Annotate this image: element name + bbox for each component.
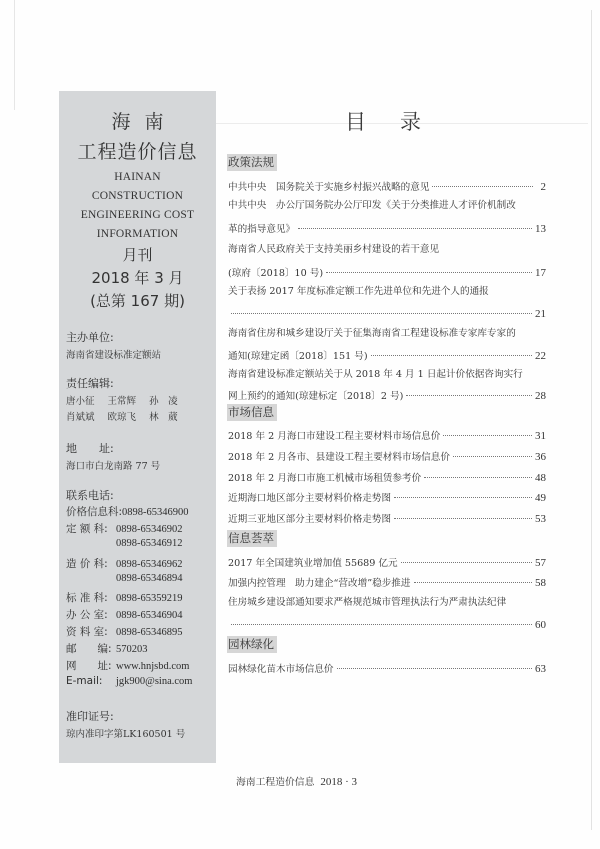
editor-name: 唐小征 (66, 396, 95, 407)
masthead-en-line: CONSTRUCTION (91, 190, 184, 202)
page-number: 53 (535, 513, 546, 525)
toc-entry[interactable]: 2018 年 2 月海口市施工机械市场租赁参考价 48 (228, 472, 546, 484)
toc-entry[interactable]: 海南省住房和城乡建设厅关于征集海南省工程建设标准专家库专家的 (228, 328, 516, 339)
masthead-title: 工程造价信息 (77, 141, 198, 163)
page-number: 57 (535, 557, 546, 569)
editor-name: 王常辉 (107, 396, 137, 407)
toc-entry-cont[interactable] (228, 618, 546, 632)
sponsor-value: 海南省建设标准定额站 (66, 350, 162, 361)
editor-name: 肖斌斌 (66, 412, 95, 423)
toc-entry[interactable]: 近期海口地区部分主要材料价格走势图 49 (228, 492, 546, 504)
toc-entry-cont[interactable]: 网上预约的通知(琼建标定〔2018〕2 号) 28 (228, 390, 546, 402)
page-number: 36 (535, 451, 546, 463)
toc-entry[interactable]: 近期三亚地区部分主要材料价格走势图 53 (228, 513, 546, 525)
contact-phone: 0898-65346962 (116, 559, 183, 570)
page-number: 22 (535, 350, 546, 362)
toc-entry[interactable]: 加强内控管理 助力建企“营改增”稳步推进 58 (228, 577, 546, 589)
contact-dept: E-mail: (66, 675, 103, 687)
masthead-en-line: ENGINEERING COST (80, 209, 195, 221)
editor-name: 欧琼飞 (107, 412, 137, 423)
toc-entry[interactable]: 园林绿化苗木市场信息价 63 (228, 663, 546, 675)
masthead-title-region: 海南 (111, 111, 178, 133)
toc-entry-cont[interactable]: 通知(琼建定函〔2018〕151 号) 22 (228, 350, 546, 362)
editors-row (66, 393, 188, 407)
editor-name: 林 葳 (149, 412, 178, 423)
page-number: 2 (540, 181, 546, 193)
section-heading: 信息荟萃 (227, 530, 277, 547)
page-edge (591, 10, 592, 830)
contact-dept: 标 准 科: (66, 592, 108, 604)
contact-label: 联系电话: (66, 489, 114, 502)
contact-phone: 0898-65346902 (116, 524, 183, 535)
toc-entry[interactable]: 中共中央 办公厅国务院办公厅印发《关于分类推进人才评价机制改 (228, 200, 516, 211)
contact-phone: 0898-65346895 (116, 627, 183, 638)
masthead-en-line: HAINAN (114, 171, 161, 183)
section-heading: 市场信息 (227, 404, 277, 421)
contact-row (66, 641, 148, 656)
contact-row (66, 624, 183, 639)
page-number: 48 (535, 472, 546, 484)
toc-entry[interactable]: 中共中央 国务院关于实施乡村振兴战略的意见 2 (228, 181, 546, 193)
editors-label: 责任编辑: (66, 377, 114, 390)
toc-title: 目录 (345, 110, 455, 134)
contact-row (66, 658, 189, 673)
contact-row (66, 675, 192, 687)
page-number: 28 (535, 390, 546, 402)
toc-entry[interactable]: 海南省人民政府关于支持美丽乡村建设的若干意见 (228, 244, 440, 255)
contact-dept: 办 公 室: (66, 609, 108, 621)
contact-phone: 0898-65346904 (116, 610, 183, 621)
contact-phone: 0898-65346900 (122, 507, 189, 518)
page-number: 58 (535, 577, 546, 589)
toc-entry-cont[interactable]: (琼府〔2018〕10 号) 17 (228, 267, 546, 279)
contact-phone: 0898-65346894 (116, 573, 183, 584)
footer-issue: 2018 · 3 (320, 776, 358, 788)
website-link[interactable]: www.hnjsbd.com (116, 661, 190, 672)
masthead-sidebar (59, 91, 216, 763)
postal-code: 570203 (116, 644, 148, 655)
contact-phone: 0898-65346912 (116, 538, 183, 549)
contact-dept: 价格信息科: (66, 506, 123, 518)
page-number: 31 (535, 430, 546, 442)
section-heading: 政策法规 (227, 154, 277, 171)
contact-dept: 造 价 科: (66, 558, 108, 570)
contact-phone: 0898-65359219 (116, 593, 183, 604)
contact-row (66, 607, 183, 622)
masthead-en-line: INFORMATION (96, 228, 179, 240)
contact-row (66, 504, 189, 519)
page-footer (236, 774, 357, 788)
contact-dept: 定 额 科: (66, 523, 108, 535)
page-number: 21 (535, 308, 546, 320)
editor-name: 孙 凌 (149, 396, 178, 407)
issue-number: (总第 167 期) (90, 292, 185, 310)
toc-entry-cont[interactable] (228, 307, 546, 321)
page-number: 49 (535, 492, 546, 504)
address-label: 地 址: (66, 442, 114, 455)
toc-entry-cont[interactable]: 革的指导意见》 13 (228, 223, 546, 235)
address-value: 海口市白龙南路 77 号 (66, 461, 161, 472)
toc-entry[interactable]: 2017 年全国建筑业增加值 55689 亿元 57 (228, 557, 546, 569)
email-link[interactable]: jgk900@sina.com (116, 676, 193, 687)
permit-label: 准印证号: (66, 710, 114, 723)
editors-row (66, 409, 188, 423)
page-number: 63 (535, 663, 546, 675)
page-number: 60 (535, 619, 546, 631)
contact-dept: 网 址: (66, 660, 112, 672)
permit-value: 琼内准印字第LK160501 号 (66, 729, 186, 740)
publication-frequency: 月刊 (122, 246, 153, 264)
contact-row (66, 590, 183, 605)
page-number: 13 (535, 223, 546, 235)
contact-dept: 资 料 室: (66, 626, 108, 638)
toc-entry[interactable]: 海南省建设标准定额站关于从 2018 年 4 月 1 日起计价依据咨询实行 (228, 369, 523, 380)
contact-row (66, 556, 183, 571)
toc-entry[interactable]: 关于表扬 2017 年度标准定额工作先进单位和先进个人的通报 (228, 286, 489, 297)
contact-dept: 邮 编: (66, 643, 112, 655)
publication-date: 2018 年 3 月 (91, 269, 184, 287)
page-edge (14, 0, 15, 110)
sponsor-label: 主办单位: (66, 331, 114, 344)
footer-journal: 海南工程造价信息 (236, 777, 315, 788)
page-number: 17 (535, 267, 546, 279)
contact-row (66, 521, 183, 536)
section-heading: 园林绿化 (227, 636, 277, 653)
toc-entry[interactable]: 2018 年 2 月各市、县建设工程主要材料市场信息价 36 (228, 451, 546, 463)
toc-entry[interactable]: 2018 年 2 月海口市建设工程主要材料市场信息价 31 (228, 430, 546, 442)
toc-entry[interactable]: 住房城乡建设部通知要求严格规范城市管理执法行为严肃执法纪律 (228, 597, 507, 608)
